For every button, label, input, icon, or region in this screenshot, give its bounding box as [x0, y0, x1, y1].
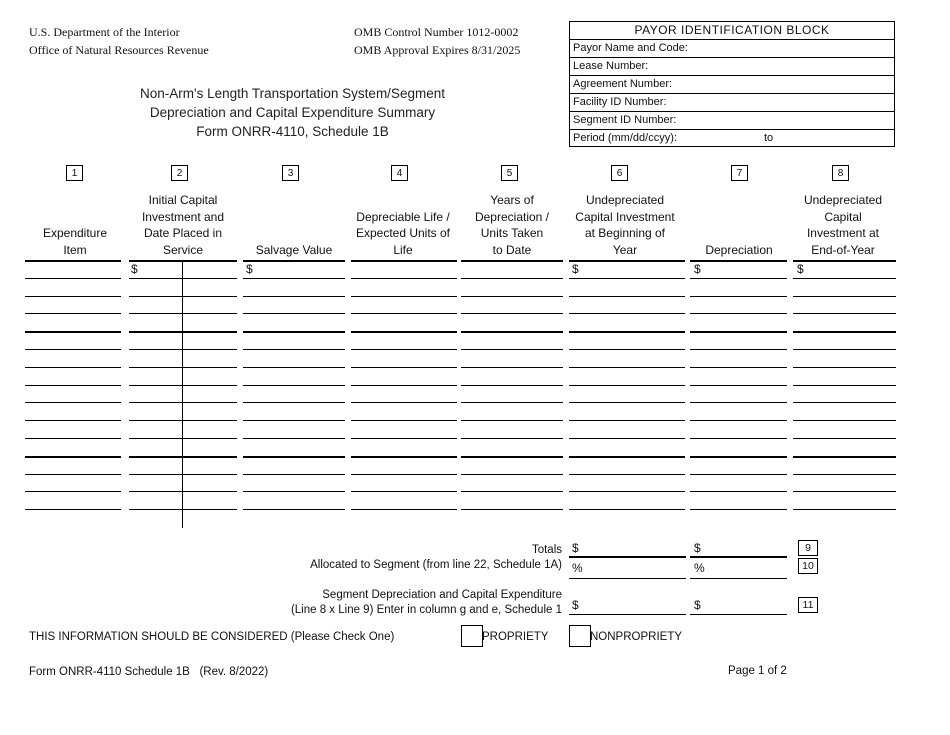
cell-years-depreciation[interactable]	[461, 439, 563, 455]
cell-initial-capital[interactable]	[129, 475, 237, 491]
cell-undepreciated-end[interactable]	[793, 386, 896, 402]
cell-initial-capital[interactable]	[129, 332, 237, 348]
cell-depreciation[interactable]	[690, 368, 787, 384]
cell-initial-capital[interactable]	[129, 386, 237, 402]
cell-undepreciated-end[interactable]	[793, 475, 896, 491]
form-footer: Form ONRR-4110 Schedule 1B (Rev. 8/2022)	[29, 666, 269, 678]
cell-expenditure-item[interactable]	[25, 368, 121, 384]
cell-undepreciated-end[interactable]	[793, 492, 896, 508]
cell-salvage-value[interactable]	[243, 457, 345, 473]
totals-col6-currency: $	[572, 541, 579, 555]
cell-undepreciated-beginning[interactable]	[569, 368, 685, 384]
ref-line-10: 10	[798, 558, 818, 574]
cell-depreciable-life[interactable]	[351, 403, 457, 419]
cell-years-depreciation[interactable]	[461, 421, 563, 437]
cell-depreciable-life[interactable]	[351, 421, 457, 437]
cell-years-depreciation[interactable]	[461, 350, 563, 366]
cell-salvage-value[interactable]	[243, 421, 345, 437]
totals-col7-underline[interactable]	[690, 556, 787, 558]
cell-expenditure-item[interactable]	[25, 475, 121, 491]
cell-undepreciated-beginning[interactable]	[569, 457, 685, 473]
cell-undepreciated-beginning[interactable]	[569, 386, 685, 402]
cell-expenditure-item[interactable]	[25, 439, 121, 455]
facility-id-label: Facility ID Number:	[573, 96, 667, 108]
cell-expenditure-item[interactable]	[25, 332, 121, 348]
page-number: Page 1 of 2	[728, 665, 787, 677]
cell-depreciation[interactable]	[690, 350, 787, 366]
payor-name-field[interactable]	[570, 39, 894, 57]
cell-depreciation[interactable]	[690, 279, 787, 295]
cell-undepreciated-beginning[interactable]	[569, 492, 685, 508]
cell-undepreciated-end[interactable]	[793, 368, 896, 384]
cell-salvage-value[interactable]	[243, 403, 345, 419]
cell-initial-capital[interactable]	[129, 403, 237, 419]
cell-years-depreciation[interactable]	[461, 386, 563, 402]
cell-undepreciated-beginning[interactable]	[569, 314, 685, 330]
column-header-salvage-value: Salvage Value	[255, 242, 333, 257]
cell-depreciation[interactable]	[690, 386, 787, 402]
cell-expenditure-item[interactable]	[25, 492, 121, 508]
cell-depreciable-life[interactable]	[351, 439, 457, 455]
cell-initial-capital[interactable]	[129, 261, 237, 277]
cell-depreciation[interactable]	[690, 297, 787, 313]
cell-initial-capital[interactable]	[129, 314, 237, 330]
segment-col6-underline[interactable]	[569, 614, 686, 615]
column-header-years-of-depreciation: Years of Depreciation / Units Taken to Date	[474, 193, 550, 257]
cell-depreciation[interactable]	[690, 439, 787, 455]
cell-undepreciated-beginning[interactable]	[569, 475, 685, 491]
segment-id-label: Segment ID Number:	[573, 114, 677, 126]
cell-undepreciated-end[interactable]	[793, 457, 896, 473]
cell-depreciable-life[interactable]	[351, 368, 457, 384]
period-label: Period (mm/dd/ccyy):	[573, 132, 677, 144]
cell-undepreciated-beginning[interactable]	[569, 421, 685, 437]
initial-capital-currency: $	[131, 262, 138, 276]
facility-id-field[interactable]	[570, 93, 894, 111]
cell-depreciable-life[interactable]	[351, 314, 457, 330]
cell-undepreciated-end[interactable]	[793, 421, 896, 437]
period-field[interactable]	[570, 129, 894, 147]
payor-name-label: Payor Name and Code:	[573, 42, 688, 54]
cell-depreciation[interactable]	[690, 332, 787, 348]
totals-col7-currency: $	[694, 541, 701, 555]
cell-salvage-value[interactable]	[243, 261, 345, 277]
agreement-number-field[interactable]	[570, 75, 894, 93]
segment-col6-currency: $	[572, 598, 579, 612]
cell-salvage-value[interactable]	[243, 368, 345, 384]
column-number-8: 8	[832, 165, 849, 181]
undepreciated-beginning-currency: $	[572, 262, 579, 276]
cell-years-depreciation[interactable]	[461, 332, 563, 348]
salvage-value-currency: $	[246, 262, 253, 276]
allocated-col6-percent: %	[572, 561, 583, 575]
column-number-6: 6	[611, 165, 628, 181]
cell-depreciable-life[interactable]	[351, 386, 457, 402]
grid-line-years-depreciation	[461, 509, 563, 510]
column-number-5: 5	[501, 165, 518, 181]
cell-years-depreciation[interactable]	[461, 314, 563, 330]
cell-salvage-value[interactable]	[243, 492, 345, 508]
allocated-col7-percent: %	[694, 561, 705, 575]
cell-expenditure-item[interactable]	[25, 297, 121, 313]
ref-line-9: 9	[798, 540, 818, 556]
cell-expenditure-item[interactable]	[25, 314, 121, 330]
cell-undepreciated-end[interactable]	[793, 261, 896, 277]
cell-salvage-value[interactable]	[243, 439, 345, 455]
omb-expiration: OMB Approval Expires 8/31/2025	[354, 43, 521, 57]
cell-initial-capital[interactable]	[129, 297, 237, 313]
cell-initial-capital[interactable]	[129, 439, 237, 455]
cell-expenditure-item[interactable]	[25, 279, 121, 295]
cell-years-depreciation[interactable]	[461, 297, 563, 313]
cell-depreciable-life[interactable]	[351, 457, 457, 473]
column-header-expenditure-item: Expenditure Item	[42, 226, 108, 257]
ref-line-11: 11	[798, 597, 818, 613]
cell-expenditure-item[interactable]	[25, 403, 121, 419]
grid-line-salvage-value	[243, 509, 345, 510]
propriety-checkbox[interactable]	[461, 625, 483, 647]
column-number-4: 4	[391, 165, 408, 181]
column-header-initial-capital: Initial Capital Investment and Date Placed in Service	[141, 193, 225, 257]
segment-col7-currency: $	[694, 598, 701, 612]
nonpropriety-checkbox[interactable]	[569, 625, 591, 647]
totals-label: Totals	[531, 544, 562, 556]
form-title-line3: Form ONRR-4110, Schedule 1B	[196, 124, 389, 139]
depreciation-currency: $	[694, 262, 701, 276]
cell-depreciable-life[interactable]	[351, 475, 457, 491]
cell-expenditure-item[interactable]	[25, 457, 121, 473]
cell-initial-capital[interactable]	[129, 457, 237, 473]
cell-years-depreciation[interactable]	[461, 457, 563, 473]
column-header-undepreciated-end: Undepreciated Capital Investment at End-of-Year	[803, 193, 883, 257]
form-title	[120, 84, 465, 141]
allocated-to-segment-label: Allocated to Segment (from line 22, Schedule 1A)	[310, 559, 562, 571]
cell-depreciation[interactable]	[690, 421, 787, 437]
cell-depreciable-life[interactable]	[351, 492, 457, 508]
cell-undepreciated-end[interactable]	[793, 403, 896, 419]
segment-id-field[interactable]	[570, 111, 894, 129]
cell-undepreciated-beginning[interactable]	[569, 403, 685, 419]
cell-salvage-value[interactable]	[243, 386, 345, 402]
column-number-2: 2	[171, 165, 188, 181]
cell-undepreciated-beginning[interactable]	[569, 279, 685, 295]
cell-salvage-value[interactable]	[243, 475, 345, 491]
cell-depreciable-life[interactable]	[351, 350, 457, 366]
cell-undepreciated-end[interactable]	[793, 297, 896, 313]
cell-salvage-value[interactable]	[243, 332, 345, 348]
initial-capital-date-divider	[182, 260, 183, 528]
cell-undepreciated-beginning[interactable]	[569, 297, 685, 313]
cell-undepreciated-beginning[interactable]	[569, 261, 685, 277]
cell-initial-capital[interactable]	[129, 279, 237, 295]
grid-line-initial-capital	[129, 509, 237, 510]
cell-depreciable-life[interactable]	[351, 261, 457, 277]
cell-salvage-value[interactable]	[243, 314, 345, 330]
cell-years-depreciation[interactable]	[461, 261, 563, 277]
cell-undepreciated-beginning[interactable]	[569, 350, 685, 366]
segment-depreciation-label-2: (Line 8 x Line 9) Enter in column g and e, Schedule 1	[290, 604, 562, 616]
omb-control-number: OMB Control Number 1012-0002	[354, 25, 519, 39]
totals-col6-underline[interactable]	[569, 556, 686, 558]
cell-undepreciated-end[interactable]	[793, 350, 896, 366]
column-number-1: 1	[66, 165, 83, 181]
grid-line-undepreciated-beginning	[569, 509, 685, 510]
lease-number-field[interactable]	[570, 57, 894, 75]
cell-depreciable-life[interactable]	[351, 297, 457, 313]
cell-initial-capital[interactable]	[129, 350, 237, 366]
cell-undepreciated-beginning[interactable]	[569, 439, 685, 455]
cell-undepreciated-end[interactable]	[793, 279, 896, 295]
cell-years-depreciation[interactable]	[461, 279, 563, 295]
column-number-7: 7	[731, 165, 748, 181]
segment-col7-underline[interactable]	[690, 614, 787, 615]
grid-line-undepreciated-end	[793, 509, 896, 510]
period-to-label: to	[764, 132, 774, 144]
cell-undepreciated-end[interactable]	[793, 314, 896, 330]
cell-expenditure-item[interactable]	[25, 350, 121, 366]
cell-salvage-value[interactable]	[243, 297, 345, 313]
cell-depreciation[interactable]	[690, 403, 787, 419]
cell-undepreciated-end[interactable]	[793, 439, 896, 455]
agency-department: U.S. Department of the Interior	[29, 25, 180, 39]
form-title-line2: Depreciation and Capital Expenditure Summary	[149, 105, 436, 120]
cell-salvage-value[interactable]	[243, 350, 345, 366]
cell-years-depreciation[interactable]	[461, 492, 563, 508]
cell-depreciation[interactable]	[690, 314, 787, 330]
column-header-depreciation: Depreciation	[705, 242, 773, 257]
agreement-number-label: Agreement Number:	[573, 78, 673, 90]
cell-depreciation[interactable]	[690, 261, 787, 277]
column-header-undepreciated-beginning: Undepreciated Capital Investment at Beginning of Year	[575, 193, 675, 257]
grid-line-depreciation	[690, 509, 787, 510]
segment-depreciation-label-1: Segment Depreciation and Capital Expenditure	[322, 589, 562, 601]
cell-depreciation[interactable]	[690, 475, 787, 491]
grid-line-depreciable-life	[351, 509, 457, 510]
cell-expenditure-item[interactable]	[25, 386, 121, 402]
payor-identification-block	[569, 21, 895, 147]
cell-initial-capital[interactable]	[129, 492, 237, 508]
cell-depreciation[interactable]	[690, 457, 787, 473]
cell-depreciable-life[interactable]	[351, 332, 457, 348]
cell-undepreciated-beginning[interactable]	[569, 332, 685, 348]
cell-years-depreciation[interactable]	[461, 403, 563, 419]
consider-label: THIS INFORMATION SHOULD BE CONSIDERED (Please Check One)	[29, 631, 395, 643]
cell-depreciation[interactable]	[690, 492, 787, 508]
cell-depreciable-life[interactable]	[351, 279, 457, 295]
cell-years-depreciation[interactable]	[461, 475, 563, 491]
cell-initial-capital[interactable]	[129, 368, 237, 384]
form-title-line1: Non-Arm's Length Transportation System/Segment	[140, 86, 445, 101]
propriety-label: PROPRIETY	[482, 631, 549, 643]
payor-block-header: PAYOR IDENTIFICATION BLOCK	[634, 23, 830, 37]
undepreciated-end-currency: $	[797, 262, 804, 276]
cell-salvage-value[interactable]	[243, 279, 345, 295]
column-number-3: 3	[282, 165, 299, 181]
grid-line-expenditure-item	[25, 509, 121, 510]
cell-expenditure-item[interactable]	[25, 261, 121, 277]
column-header-depreciable-life: Depreciable Life / Expected Units of Life	[355, 209, 451, 257]
cell-years-depreciation[interactable]	[461, 368, 563, 384]
allocated-col6-underline[interactable]	[569, 578, 686, 579]
cell-expenditure-item[interactable]	[25, 421, 121, 437]
agency-office: Office of Natural Resources Revenue	[29, 43, 209, 57]
lease-number-label: Lease Number:	[573, 60, 649, 72]
cell-initial-capital[interactable]	[129, 421, 237, 437]
cell-undepreciated-end[interactable]	[793, 332, 896, 348]
nonpropriety-label: NONPROPRIETY	[590, 631, 683, 643]
allocated-col7-underline[interactable]	[690, 578, 787, 579]
